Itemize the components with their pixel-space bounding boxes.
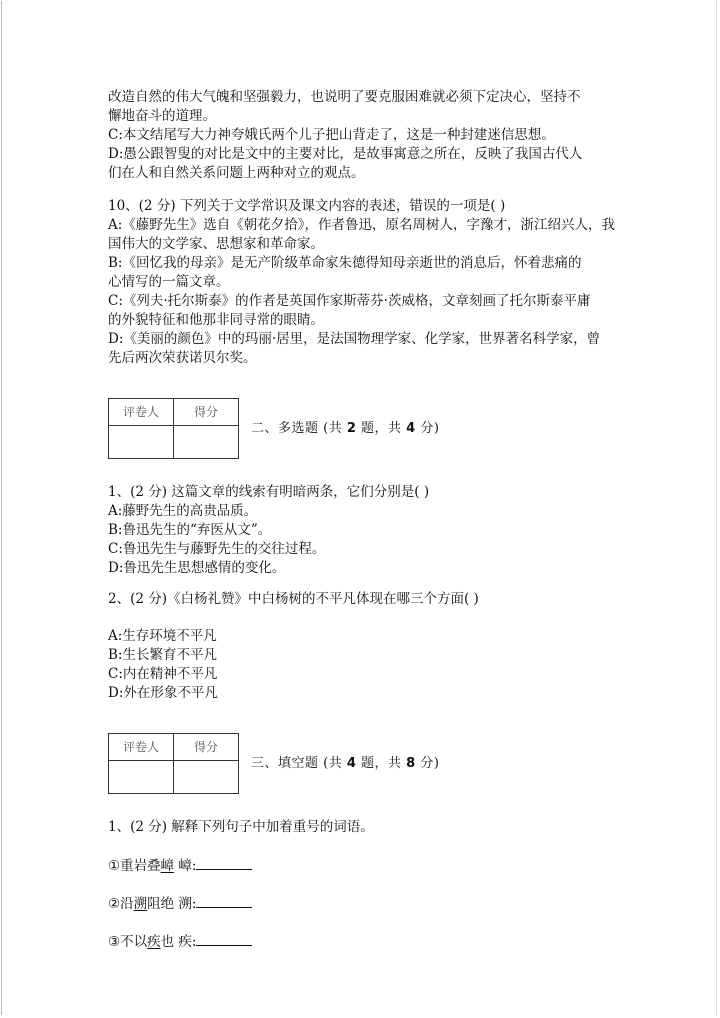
fill-item-1: ①重岩叠嶂 嶂: [108,855,618,876]
question-stem: 2、(2 分)《白杨礼赞》中白杨树的不平凡体现在哪三个方面( ) [108,591,479,607]
score-table [108,733,239,794]
fill-item-3: ③不以疾也 疾: [108,931,618,952]
option-b: B:鲁迅先生的“弃医从文”。 [108,522,272,538]
question-stem: 1、(2 分) 解释下列句子中加着重号的词语。 [108,819,374,835]
question-10 [108,197,618,368]
option-d: D:《美丽的颜色》中的玛丽·居里，是法国物理学家、化学家，世界著名科学家，曾 [108,331,601,347]
question-stem: 1、(2 分) 这篇文章的线索有明暗两条，它们分别是( ) [108,484,430,500]
text-line: 国伟大的文学家、思想家和革命家。 [108,236,324,252]
option-a: A:生存环境不平凡 [108,628,217,644]
text-line: 心情写的一篇文章。 [108,274,230,290]
question-9-continuation [108,88,618,183]
reviewer-label: 评卷人 [109,734,174,761]
reviewer-label: 评卷人 [109,399,174,426]
score-label: 得分 [174,399,239,426]
section-3-header [108,733,618,794]
score-cell[interactable] [174,426,239,459]
fill-question-1 [108,818,618,952]
answer-blank[interactable] [196,855,252,870]
text-line: 改造自然的伟大气魄和坚强毅力，也说明了要克服困难就必须下定决心，坚持不 [108,89,581,105]
text-line: 的外貌特征和他那非同寻常的眼睛。 [108,312,324,328]
score-table [108,398,239,459]
option-d: D:鲁迅先生思想感情的变化。 [108,560,286,576]
fill-item-2: ②沿溯阻绝 溯: [108,893,618,914]
option-c: C:鲁迅先生与藤野先生的交往过程。 [108,541,326,557]
text-line: 懈地奋斗的道理。 [108,108,216,124]
option-b: B:生长繁育不平凡 [108,647,217,663]
question-stem: 10、(2 分) 下列关于文学常识及课文内容的表述，错误的一项是( ) [108,198,506,214]
option-c: C:《列夫·托尔斯泰》的作者是英国作家斯蒂芬·茨威格，文章刻画了托尔斯泰平庸 [108,293,591,309]
option-a: A:藤野先生的高贵品质。 [108,503,258,519]
option-d: D:外在形象不平凡 [108,685,218,701]
section-3-title: 三、填空题 (共 4 题，共 8 分) [251,756,440,771]
text-line: 们在人和自然关系问题上两种对立的观点。 [108,165,365,181]
multi-question-1 [108,483,618,578]
option-c: C:内在精神不平凡 [108,666,218,682]
option-b: B:《回忆我的母亲》是无产阶级革命家朱德得知母亲逝世的消息后，怀着悲痛的 [108,255,582,271]
score-cell[interactable] [174,761,239,794]
section-2-header [108,398,618,459]
text-line: 先后两次荣获诺贝尔奖。 [108,350,257,366]
option-d: D:愚公跟智叟的对比是文中的主要对比，是故事寓意之所在，反映了我国古代人 [108,146,583,162]
option-a: A:《藤野先生》选自《朝花夕拾》，作者鲁迅，原名周树人，字豫才，浙江绍兴人，我 [108,217,616,233]
reviewer-cell[interactable] [109,761,174,794]
multi-question-2 [108,590,618,703]
answer-blank[interactable] [196,931,252,946]
score-label: 得分 [174,734,239,761]
option-c: C:本文结尾写大力神夸娥氏两个儿子把山背走了，这是一种封建迷信思想。 [108,127,555,143]
document-body [108,88,618,952]
section-2-title: 二、多选题 (共 2 题，共 4 分) [251,421,440,436]
answer-blank[interactable] [196,893,252,908]
reviewer-cell[interactable] [109,426,174,459]
